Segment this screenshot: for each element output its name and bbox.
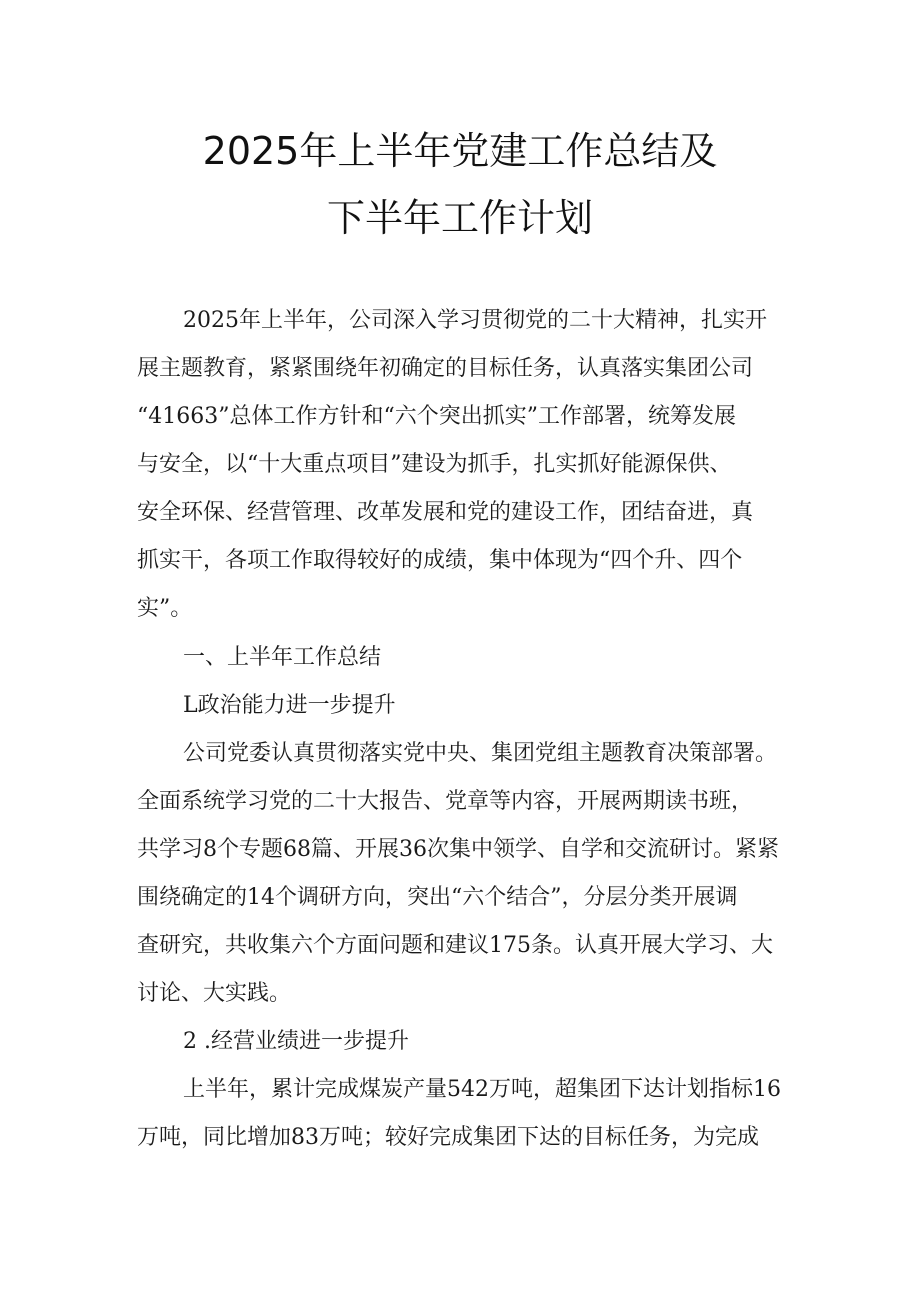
section-heading: 一、上半年工作总结 — [183, 645, 382, 670]
paragraph-line: 2025年上半年，公司深入学习贯彻党的二十大精神，扎实开 — [183, 308, 767, 333]
paragraph-line: 安全环保、经营管理、改革发展和党的建设工作，团结奋进，真 — [137, 500, 754, 525]
paragraph-line: 共学习8个专题68篇、开展36次集中领学、自学和交流研讨。紧紧 — [137, 837, 779, 862]
paragraph-line: 围绕确定的14个调研方向，突出“六个结合”，分层分类开展调 — [137, 885, 738, 910]
document-title-line-2: 下半年工作计划 — [326, 196, 593, 240]
paragraph-line: 全面系统学习党的二十大报告、党章等内容，开展两期读书班， — [137, 789, 754, 814]
paragraph-line: 实”。 — [137, 596, 193, 621]
paragraph-line: 与安全，以“十大重点项目”建设为抓手，扎实抓好能源保供、 — [137, 452, 732, 477]
subsection-heading: L政治能力进一步提升 — [183, 693, 396, 718]
paragraph-line: 万吨，同比增加83万吨；较好完成集团下达的目标任务，为完成 — [137, 1125, 759, 1150]
paragraph-line: 上半年，累计完成煤炭产量542万吨，超集团下达计划指标16 — [183, 1077, 781, 1102]
paragraph-line: 抓实干，各项工作取得较好的成绩，集中体现为“四个升、四个 — [137, 548, 743, 573]
subsection-heading: 2 .经营业绩进一步提升 — [183, 1029, 409, 1054]
paragraph-line: 展主题教育，紧紧围绕年初确定的目标任务，认真落实集团公司 — [137, 356, 754, 381]
paragraph-line: 公司党委认真贯彻落实党中央、集团党组主题教育决策部署。 — [183, 741, 778, 766]
paragraph-line: 讨论、大实践。 — [137, 981, 292, 1006]
paragraph-line: “41663”总体工作方针和“六个突出抓实”工作部署，统筹发展 — [137, 404, 736, 429]
document-title-line-1: 2025年上半年党建工作总结及 — [202, 129, 718, 173]
paragraph-line: 查研究，共收集六个方面问题和建议175条。认真开展大学习、大 — [137, 933, 773, 958]
